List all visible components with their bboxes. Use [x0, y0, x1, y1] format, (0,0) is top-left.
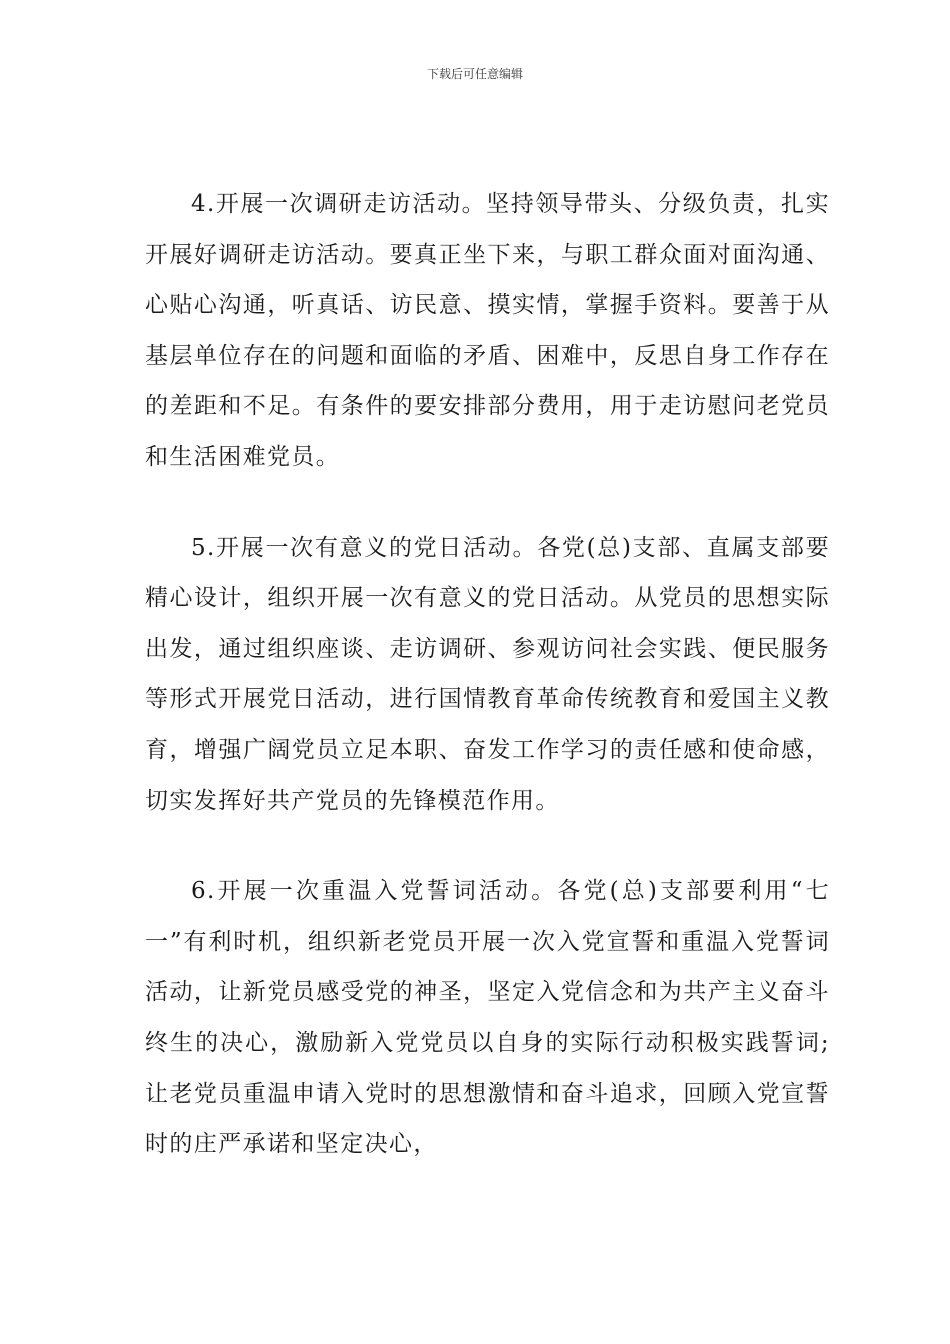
document-body: [145, 179, 830, 1170]
paragraph-item-4: 4.开展一次调研走访活动。坚持领导带头、分级负责，扎实开展好调研走访活动。要真正坐下来，与职工群众面对面沟通、心贴心沟通，听真话、访民意、摸实情，掌握手资料。要善于从基层单位存在的问题和面临的矛盾、困难中，反思自身工作存在的差距和不足。有条件的要安排部分费用，用于走访慰问老党员和生活困难党员。: [145, 191, 830, 470]
header-note: 下载后可任意编辑: [426, 67, 523, 81]
paragraph-item-6: 6.开展一次重温入党誓词活动。各党(总)支部要利用“七一”有利时机，组织新老党员开展一次入党宣誓和重温入党誓词活动，让新党员感受党的神圣，坚定入党信念和为共产主义奋斗终生的决心，激励新入党党员以自身的实际行动积极实践誓词;让老党员重温申请入党时的思想激情和奋斗追求，回顾入党宣誓时的庄严承诺和坚定决心，: [145, 878, 830, 1158]
paragraph-item-5: 5.开展一次有意义的党日活动。各党(总)支部、直属支部要精心设计，组织开展一次有意义的党日活动。从党员的思想实际出发，通过组织座谈、走访调研、参观访问社会实践、便民服务等形式开展党日活动，进行国情教育革命传统教育和爱国主义教育，增强广阔党员立足本职、奋发工作学习的责任感和使命感，切实发挥好共产党员的先锋模范作用。: [145, 534, 830, 814]
